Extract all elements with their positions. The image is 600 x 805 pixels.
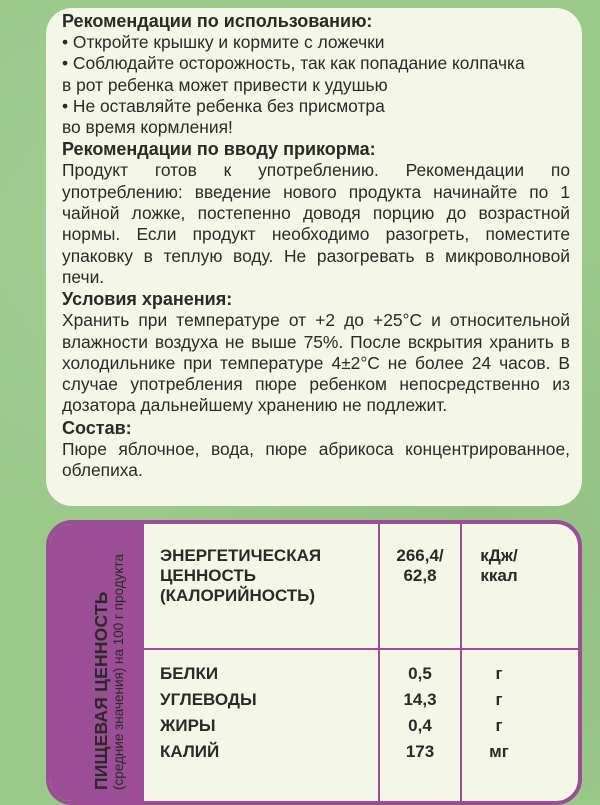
- nutrient-unit: г: [495, 664, 503, 683]
- nutrient-unit: г: [495, 690, 503, 709]
- nutrient-label: УГЛЕВОДЫ: [160, 690, 257, 709]
- feeding-title: Рекомендации по вводу прикорма:: [62, 139, 376, 160]
- energy-unit: кДж/ ккал: [480, 546, 518, 585]
- nutrition-side-title: ПИЩЕВАЯ ЦЕННОСТЬ: [91, 591, 111, 790]
- energy-value: 266,4/ 62,8: [396, 546, 444, 585]
- nutrition-side-subtitle: (средние значения) на 100 г продукта: [111, 554, 126, 790]
- storage-title: Условия хранения:: [62, 289, 233, 310]
- nutrient-unit: мг: [489, 742, 509, 761]
- nutrient-label: КАЛИЙ: [160, 742, 220, 761]
- usage-line: в рот ребенка может привести к удушью: [62, 74, 388, 95]
- feeding-text: Продукт готов к употреблению. Рекомендации по употреблению: введение нового продукта начинайте по 1 чайной ложке, постепенно доводя порцию до возрастной нормы. Если продукт необходимо разогреть, поместите упаковку в теплую воду. Не разогревать в микроволновой печи.: [62, 160, 570, 287]
- usage-title: Рекомендации по использованию:: [62, 11, 373, 31]
- nutrition-table: [46, 520, 582, 805]
- row-divider: [144, 648, 578, 650]
- usage-line: • Не оставляйте ребенка без присмотра: [62, 95, 385, 116]
- storage-text: Хранить при температуре от +2 до +25°С и относительной влажности воздуха не выше 75%. После вскрытия хранить в холодильнике при температуре 4±2°С не более 24 часов. В случае употребления пюре ребенком непосредственно из дозатора дальнейшему хранению не подлежит.: [62, 310, 570, 416]
- usage-line: • Соблюдайте осторожность, так как попадание колпачка: [62, 53, 525, 74]
- usage-line: • Откройте крышку и кормите с ложечки: [62, 32, 385, 52]
- nutrient-unit: г: [495, 716, 503, 735]
- nutrient-value: 0,5: [408, 664, 432, 683]
- nutrient-label: ЖИРЫ: [160, 716, 216, 735]
- instructions-text: [62, 10, 570, 481]
- nutrient-value: 0,4: [408, 716, 432, 735]
- nutrient-label: БЕЛКИ: [160, 664, 219, 683]
- nutrition-side-panel: [50, 524, 144, 801]
- composition-title: Состав:: [62, 417, 132, 438]
- column-divider: [378, 524, 380, 801]
- nutrient-value: 173: [405, 742, 435, 761]
- energy-label: ЭНЕРГЕТИЧЕСКАЯ ЦЕННОСТЬ (КАЛОРИЙНОСТЬ): [160, 546, 322, 605]
- column-divider: [460, 524, 462, 801]
- usage-line: во время кормления!: [62, 117, 233, 138]
- composition-text: Пюре яблочное, вода, пюре абрикоса концентрированное, облепиха.: [62, 438, 570, 481]
- nutrient-value: 14,3: [403, 690, 437, 709]
- nutrition-side-label: [92, 530, 126, 790]
